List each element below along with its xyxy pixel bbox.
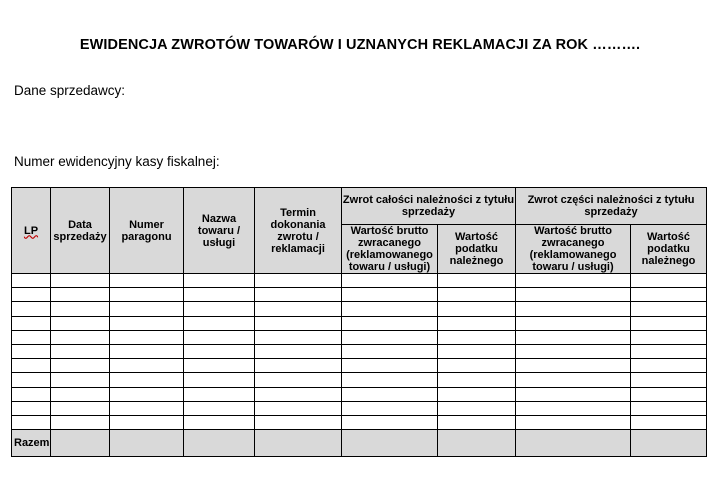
- table-body: [12, 274, 707, 457]
- table-row: [12, 288, 707, 302]
- table-cell[interactable]: [255, 302, 342, 316]
- table-row: [12, 359, 707, 373]
- table-cell[interactable]: [516, 330, 631, 344]
- returns-register-table: [11, 187, 707, 457]
- table-cell[interactable]: [184, 401, 255, 415]
- total-cell[interactable]: [342, 430, 438, 457]
- table-cell[interactable]: [12, 373, 51, 387]
- table-cell[interactable]: [631, 288, 707, 302]
- table-cell[interactable]: [12, 330, 51, 344]
- header-product-name: Nazwa towaru / usługi: [184, 188, 255, 274]
- fiscal-register-label: Numer ewidencyjny kasy fiskalnej:: [14, 154, 220, 169]
- table-cell[interactable]: [255, 415, 342, 429]
- table-cell[interactable]: [255, 387, 342, 401]
- header-full-vat: Wartość podatku należnego: [438, 225, 516, 274]
- table-cell[interactable]: [110, 401, 184, 415]
- table-row: [12, 274, 707, 288]
- table-cell[interactable]: [255, 344, 342, 358]
- table-cell[interactable]: [516, 401, 631, 415]
- total-cell[interactable]: [255, 430, 342, 457]
- table-cell[interactable]: [342, 288, 438, 302]
- table-cell[interactable]: [438, 316, 516, 330]
- table-cell[interactable]: [255, 274, 342, 288]
- table-cell[interactable]: [184, 330, 255, 344]
- document-title: EWIDENCJA ZWROTÓW TOWARÓW I UZNANYCH REKLAMACJI ZA ROK ……….: [79, 37, 641, 53]
- table-cell[interactable]: [438, 302, 516, 316]
- table-cell[interactable]: [342, 415, 438, 429]
- table-cell[interactable]: [438, 401, 516, 415]
- total-cell[interactable]: [51, 430, 110, 457]
- table-cell[interactable]: [342, 316, 438, 330]
- table-cell[interactable]: [12, 401, 51, 415]
- table-cell[interactable]: [12, 288, 51, 302]
- table-cell[interactable]: [438, 330, 516, 344]
- total-cell[interactable]: [438, 430, 516, 457]
- table-cell[interactable]: [184, 415, 255, 429]
- table-cell[interactable]: [184, 359, 255, 373]
- table-cell[interactable]: [110, 373, 184, 387]
- table-row: [12, 373, 707, 387]
- table-cell[interactable]: [516, 415, 631, 429]
- table-cell[interactable]: [51, 359, 110, 373]
- table-cell[interactable]: [184, 288, 255, 302]
- table-row: [12, 387, 707, 401]
- table-cell[interactable]: [12, 359, 51, 373]
- table-cell[interactable]: [516, 288, 631, 302]
- total-cell[interactable]: [631, 430, 707, 457]
- table-cell[interactable]: [51, 274, 110, 288]
- table-cell[interactable]: [342, 401, 438, 415]
- table-cell[interactable]: [438, 373, 516, 387]
- table-cell[interactable]: [438, 344, 516, 358]
- table-cell[interactable]: [631, 415, 707, 429]
- table-cell[interactable]: [342, 387, 438, 401]
- total-cell[interactable]: [110, 430, 184, 457]
- table-cell[interactable]: [110, 359, 184, 373]
- table-cell[interactable]: [12, 302, 51, 316]
- table-cell[interactable]: [516, 373, 631, 387]
- table-cell[interactable]: [12, 415, 51, 429]
- table-cell[interactable]: [184, 274, 255, 288]
- table-row: [12, 316, 707, 330]
- table-cell[interactable]: [255, 401, 342, 415]
- table-cell[interactable]: [631, 359, 707, 373]
- table-cell[interactable]: [255, 330, 342, 344]
- table-cell[interactable]: [438, 387, 516, 401]
- table-cell[interactable]: [51, 330, 110, 344]
- table-cell[interactable]: [51, 373, 110, 387]
- header-lp: LP: [12, 188, 51, 274]
- table-cell[interactable]: [110, 344, 184, 358]
- table-cell[interactable]: [110, 302, 184, 316]
- table-cell[interactable]: [255, 316, 342, 330]
- table-cell[interactable]: [342, 302, 438, 316]
- table-cell[interactable]: [516, 359, 631, 373]
- table-cell[interactable]: [110, 316, 184, 330]
- table-cell[interactable]: [110, 330, 184, 344]
- table-cell[interactable]: [631, 344, 707, 358]
- table-cell[interactable]: [12, 344, 51, 358]
- table-cell[interactable]: [631, 330, 707, 344]
- table-cell[interactable]: [51, 415, 110, 429]
- table-cell[interactable]: [342, 274, 438, 288]
- table-cell[interactable]: [516, 274, 631, 288]
- table-cell[interactable]: [631, 302, 707, 316]
- table-cell[interactable]: [110, 288, 184, 302]
- table-cell[interactable]: [184, 387, 255, 401]
- table-cell[interactable]: [342, 359, 438, 373]
- total-label: Razem: [12, 430, 51, 457]
- table-cell[interactable]: [184, 316, 255, 330]
- table-cell[interactable]: [184, 344, 255, 358]
- table-cell[interactable]: [51, 344, 110, 358]
- table-cell[interactable]: [631, 274, 707, 288]
- table-cell[interactable]: [631, 387, 707, 401]
- table-cell[interactable]: [516, 316, 631, 330]
- table-cell[interactable]: [342, 373, 438, 387]
- table-cell[interactable]: [255, 373, 342, 387]
- table-cell[interactable]: [438, 359, 516, 373]
- table-cell[interactable]: [516, 387, 631, 401]
- total-cell[interactable]: [516, 430, 631, 457]
- table-cell[interactable]: [12, 387, 51, 401]
- table-cell[interactable]: [631, 373, 707, 387]
- table-cell[interactable]: [438, 288, 516, 302]
- total-row: [12, 430, 707, 457]
- table-cell[interactable]: [51, 316, 110, 330]
- header-sale-date: Data sprzedaży: [51, 188, 110, 274]
- table-cell[interactable]: [438, 274, 516, 288]
- header-partial-refund-group: Zwrot części należności z tytułu sprzedaży: [516, 188, 707, 225]
- table-cell[interactable]: [110, 274, 184, 288]
- table-cell[interactable]: [12, 274, 51, 288]
- table-cell[interactable]: [342, 344, 438, 358]
- table-cell[interactable]: [516, 344, 631, 358]
- table-cell[interactable]: [51, 387, 110, 401]
- table-row: [12, 344, 707, 358]
- seller-data-label: Dane sprzedawcy:: [14, 83, 126, 98]
- header-partial-gross-value: Wartość brutto zwracanego (reklamowanego towaru / usługi): [516, 225, 631, 274]
- table-row: [12, 330, 707, 344]
- header-full-refund-group: Zwrot całości należności z tytułu sprzedaży: [342, 188, 516, 225]
- table-cell[interactable]: [184, 302, 255, 316]
- header-partial-vat: Wartość podatku należnego: [631, 225, 707, 274]
- table-cell[interactable]: [51, 288, 110, 302]
- table-cell[interactable]: [255, 359, 342, 373]
- table-cell[interactable]: [516, 302, 631, 316]
- table-row: [12, 401, 707, 415]
- table-cell[interactable]: [110, 387, 184, 401]
- table-cell[interactable]: [255, 288, 342, 302]
- table-row: [12, 415, 707, 429]
- header-receipt-number: Numer paragonu: [110, 188, 184, 274]
- table-cell[interactable]: [184, 373, 255, 387]
- table-cell[interactable]: [51, 302, 110, 316]
- total-cell[interactable]: [184, 430, 255, 457]
- table-cell[interactable]: [51, 401, 110, 415]
- header-full-gross-value: Wartość brutto zwracanego (reklamowanego towaru / usługi): [342, 225, 438, 274]
- table-cell[interactable]: [342, 330, 438, 344]
- table-cell[interactable]: [631, 316, 707, 330]
- table-cell[interactable]: [438, 415, 516, 429]
- table-row: [12, 302, 707, 316]
- table-cell[interactable]: [12, 316, 51, 330]
- table-cell[interactable]: [631, 401, 707, 415]
- table-cell[interactable]: [110, 415, 184, 429]
- header-return-term: Termin dokonania zwrotu / reklamacji: [255, 188, 342, 274]
